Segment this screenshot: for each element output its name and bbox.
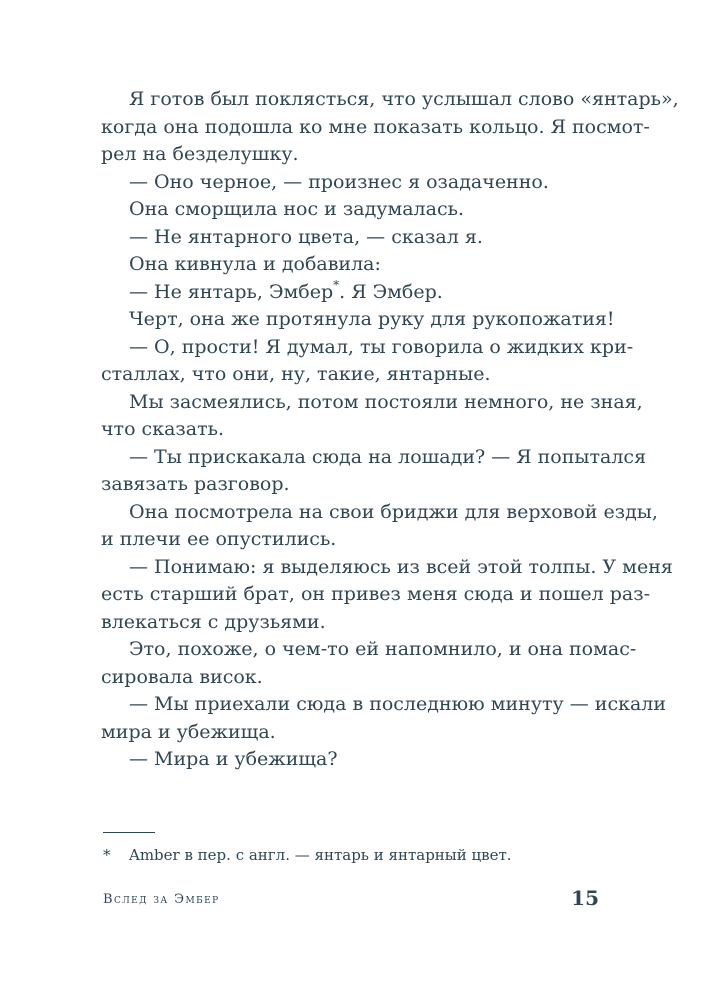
text-line (101, 279, 601, 307)
footnote (103, 845, 512, 865)
footnote-divider (103, 832, 155, 833)
text-line: Она посмотрела на свои бриджи для верховой езды, (129, 500, 658, 523)
text-line: сталлах, что они, ну, такие, янтарные. (101, 363, 491, 385)
text-line: — Не янтарного цвета, — сказал я. (129, 225, 483, 248)
text-line: — Мы приехали сюда в последнюю минуту — искали (129, 693, 667, 715)
text-line: Черт, она же протянула руку для рукопожатия! (129, 308, 615, 330)
text-line: влекаться с друзьями. (101, 610, 326, 633)
page-number: 15 (571, 886, 599, 910)
text-fragment: . Я Эмбер. (339, 280, 443, 303)
text-line: есть старший брат, он привез меня сюда и пошел раз- (101, 583, 651, 605)
footnote-text: Amber в пер. с англ. — янтарь и янтарный цвет. (129, 846, 512, 864)
text-line: Я готов был поклясться, что услышал слово «янтарь», (129, 88, 679, 110)
running-head: Вслед за Эмбер (103, 892, 220, 907)
text-line: завязать разговор. (101, 473, 290, 495)
footnote-reference: * (333, 278, 340, 293)
body-text (101, 86, 679, 774)
text-line: — Оно черное, — произнес я озадаченно. (129, 170, 549, 193)
text-line: Мы засмеялись, потом постояли немного, не зная, (129, 390, 643, 413)
text-line: — О, прости! Я думал, ты говорила о жидких кри- (129, 335, 634, 358)
text-line: Она сморщила нос и задумалась. (129, 198, 464, 220)
footnote-marker: * (103, 846, 111, 864)
text-line: что сказать. (101, 418, 224, 440)
text-line: Это, похоже, о чем-то ей напомнило, и она помас- (129, 638, 637, 660)
text-line: — Понимаю: я выделяюсь из всей этой толпы. У меня (129, 555, 673, 578)
text-fragment: — Не янтарь, Эмбер (129, 280, 334, 303)
text-line: и плечи ее опустились. (101, 528, 337, 550)
text-line: когда она подошла ко мне показать кольцо. Я посмот- (101, 115, 650, 138)
text-line: мира и убежища. (101, 720, 276, 743)
text-line: рел на безделушку. (101, 143, 299, 165)
text-line: Она кивнула и добавила: (129, 253, 381, 275)
text-line: сировала висок. (101, 665, 263, 688)
text-line: — Ты прискакала сюда на лошади? — Я попытался (129, 445, 647, 468)
text-line: — Мира и убежища? (129, 748, 338, 770)
